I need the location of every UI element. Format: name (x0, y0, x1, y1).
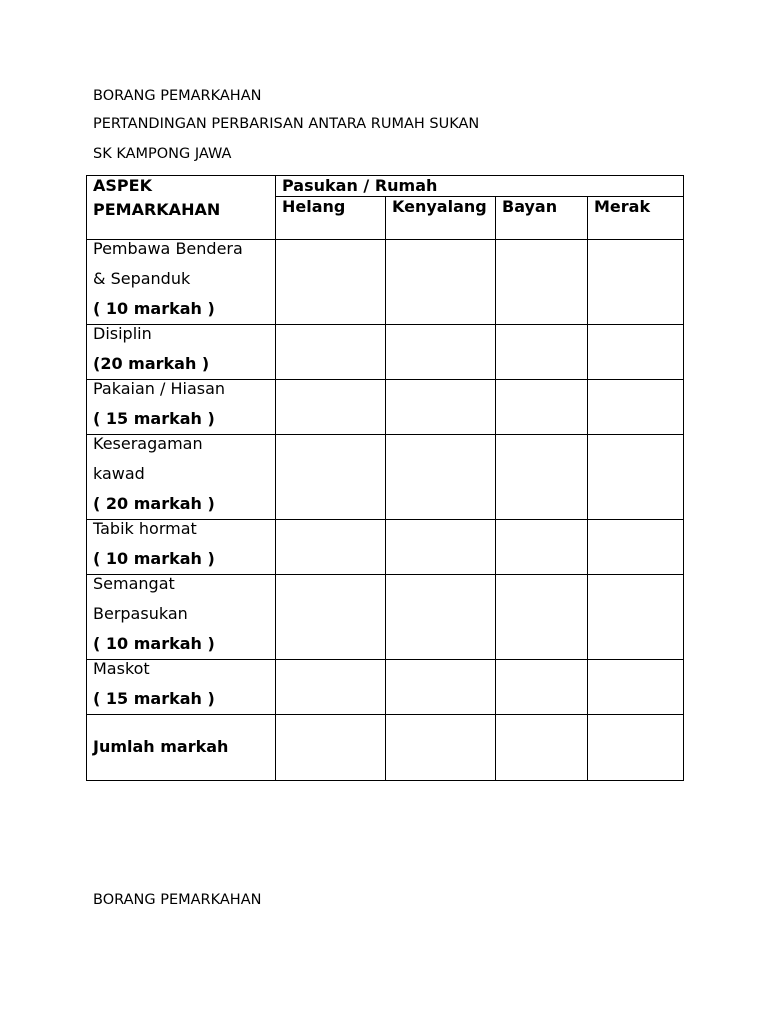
aspect-marks: ( 10 markah ) (93, 634, 215, 653)
table-row (87, 520, 684, 575)
score-cell-bayan[interactable] (496, 520, 588, 575)
score-cell-kenyalang[interactable] (386, 575, 496, 660)
table-row (87, 240, 684, 325)
table-row (87, 660, 684, 715)
aspect-marks: ( 10 markah ) (93, 549, 215, 568)
aspect-header-line1: ASPEK (93, 176, 152, 195)
aspect-label: Pembawa Bendera (93, 239, 243, 258)
score-cell-helang[interactable] (276, 435, 386, 520)
aspect-marks: ( 20 markah ) (93, 494, 215, 513)
team-header-bayan: Bayan (496, 197, 588, 240)
team-header-kenyalang: Kenyalang (386, 197, 496, 240)
aspect-cell (87, 325, 276, 380)
table-row (87, 380, 684, 435)
score-cell-bayan[interactable] (496, 380, 588, 435)
score-cell-merak[interactable] (588, 380, 684, 435)
team-group-header: Pasukan / Rumah (276, 176, 684, 197)
aspect-label: Semangat (93, 574, 175, 593)
score-cell-bayan[interactable] (496, 435, 588, 520)
team-header-helang: Helang (276, 197, 386, 240)
table-row (87, 325, 684, 380)
school-name: SK KAMPONG JAWA (93, 146, 232, 162)
score-cell-kenyalang[interactable] (386, 520, 496, 575)
aspect-marks: (20 markah ) (93, 354, 210, 373)
total-cell-bayan[interactable] (496, 715, 588, 781)
score-cell-kenyalang[interactable] (386, 660, 496, 715)
form-title: BORANG PEMARKAHAN (93, 88, 262, 104)
score-cell-kenyalang[interactable] (386, 435, 496, 520)
aspect-cell (87, 435, 276, 520)
aspect-label: Berpasukan (93, 604, 188, 623)
score-cell-kenyalang[interactable] (386, 240, 496, 325)
score-table (86, 175, 684, 781)
aspect-marks: ( 15 markah ) (93, 409, 215, 428)
aspect-label: Keseragaman (93, 434, 203, 453)
table-row (87, 435, 684, 520)
total-label: Jumlah markah (93, 737, 229, 756)
aspect-marks: ( 15 markah ) (93, 689, 215, 708)
score-cell-kenyalang[interactable] (386, 380, 496, 435)
aspect-label: Disiplin (93, 324, 152, 343)
score-cell-helang[interactable] (276, 575, 386, 660)
score-cell-merak[interactable] (588, 575, 684, 660)
score-cell-merak[interactable] (588, 325, 684, 380)
total-cell-merak[interactable] (588, 715, 684, 781)
score-cell-helang[interactable] (276, 240, 386, 325)
team-header-merak: Merak (588, 197, 684, 240)
score-cell-merak[interactable] (588, 660, 684, 715)
score-cell-merak[interactable] (588, 520, 684, 575)
score-cell-kenyalang[interactable] (386, 325, 496, 380)
score-cell-helang[interactable] (276, 520, 386, 575)
aspect-label: kawad (93, 464, 145, 483)
aspect-header-cell (87, 176, 276, 240)
aspect-label: & Sepanduk (93, 269, 191, 288)
aspect-cell (87, 240, 276, 325)
aspect-cell (87, 520, 276, 575)
score-cell-helang[interactable] (276, 380, 386, 435)
competition-title: PERTANDINGAN PERBARISAN ANTARA RUMAH SUKAN (93, 116, 480, 132)
score-cell-bayan[interactable] (496, 660, 588, 715)
aspect-label: Pakaian / Hiasan (93, 379, 226, 398)
total-cell-kenyalang[interactable] (386, 715, 496, 781)
score-cell-bayan[interactable] (496, 325, 588, 380)
total-cell-helang[interactable] (276, 715, 386, 781)
aspect-cell (87, 660, 276, 715)
aspect-label: Maskot (93, 659, 150, 678)
aspect-marks: ( 10 markah ) (93, 299, 215, 318)
aspect-header-line2: PEMARKAHAN (93, 200, 221, 219)
score-cell-merak[interactable] (588, 435, 684, 520)
score-cell-helang[interactable] (276, 325, 386, 380)
score-cell-bayan[interactable] (496, 240, 588, 325)
score-cell-merak[interactable] (588, 240, 684, 325)
aspect-cell (87, 575, 276, 660)
total-label-cell (87, 715, 276, 781)
aspect-label: Tabik hormat (93, 519, 197, 538)
score-cell-helang[interactable] (276, 660, 386, 715)
score-cell-bayan[interactable] (496, 575, 588, 660)
aspect-cell (87, 380, 276, 435)
form-title-second: BORANG PEMARKAHAN (93, 892, 262, 908)
total-row (87, 715, 684, 781)
table-row (87, 575, 684, 660)
